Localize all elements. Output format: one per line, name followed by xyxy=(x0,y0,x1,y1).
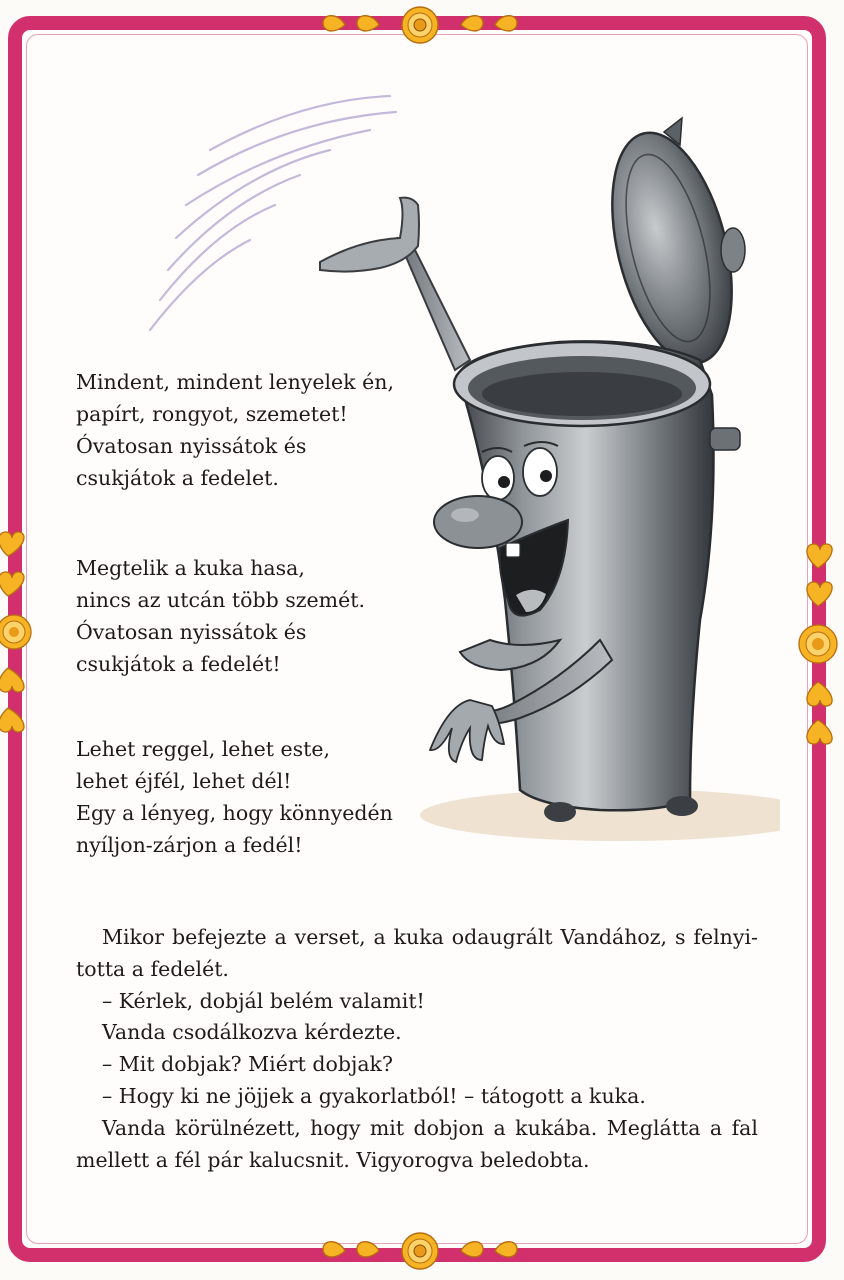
poem-stanza-3 xyxy=(76,733,393,861)
prose-line: Vanda csodálkozva kérdezte. xyxy=(102,1020,402,1045)
poem-line: papírt, rongyot, szemetet! xyxy=(76,402,348,426)
prose-word: odaugrált xyxy=(451,925,553,949)
prose-word: kukába. xyxy=(515,1115,598,1140)
poem-line: Mindent, mindent lenyelek én, xyxy=(76,370,394,394)
right-ornament xyxy=(796,534,842,756)
poem-line: csukjátok a fedelet. xyxy=(76,466,279,490)
prose-word: a xyxy=(493,1115,506,1140)
prose-word: körülnézett, xyxy=(175,1115,301,1140)
prose-line xyxy=(76,1113,758,1145)
bottom-ornament xyxy=(315,1228,525,1274)
prose-word: dobjon xyxy=(413,1115,485,1140)
poem-line: csukjátok a fedelét! xyxy=(76,652,281,676)
poem-line: Egy a lényeg, hogy könnyedén xyxy=(76,801,393,825)
prose-word: s xyxy=(674,925,686,949)
prose-word: Mikor xyxy=(102,925,165,949)
prose-line: totta a fedelét. xyxy=(76,956,229,981)
prose-word: hogy xyxy=(310,1115,361,1140)
motion-lines xyxy=(150,96,396,330)
prose-word: Meglátta xyxy=(606,1115,701,1140)
prose-line: – Mit dobjak? Miért dobjak? xyxy=(102,1052,393,1077)
prose-line xyxy=(76,922,758,954)
prose-word: a xyxy=(274,925,287,949)
prose-word: mit xyxy=(369,1115,405,1140)
poem-line: Óvatosan nyissátok és xyxy=(76,620,307,644)
poem-line: Óvatosan nyissátok és xyxy=(76,434,307,458)
poem-line: lehet éjfél, lehet dél! xyxy=(76,769,292,793)
poem-stanza-2 xyxy=(76,552,365,680)
prose-line: – Kérlek, dobjál belém valamit! xyxy=(102,988,425,1013)
left-ornament xyxy=(0,522,34,744)
prose-word: felnyi- xyxy=(693,925,758,949)
prose-word: fal xyxy=(731,1115,758,1140)
poem-line: nyíljon-zárjon a fedél! xyxy=(76,833,303,857)
poem-line: nincs az utcán több szemét. xyxy=(76,588,366,612)
poem-line: Lehet reggel, lehet este, xyxy=(76,737,331,761)
prose-line: – Hogy ki ne jöjjek a gyakorlatból! – tátogott a kuka. xyxy=(102,1083,646,1108)
story-text xyxy=(76,922,758,1176)
prose-word: verset, xyxy=(294,925,366,949)
prose-line: mellett a fél pár kalucsnit. Vigyorogva beledobta. xyxy=(76,1147,590,1172)
top-ornament xyxy=(315,2,525,48)
prose-word: a xyxy=(709,1115,723,1140)
prose-word: Vandához, xyxy=(560,925,668,949)
prose-word: kuka xyxy=(393,925,444,949)
prose-word: befejezte xyxy=(172,925,267,949)
prose-word: a xyxy=(373,925,386,949)
poem-line: Megtelik a kuka hasa, xyxy=(76,556,305,580)
poem-stanza-1 xyxy=(76,366,394,494)
prose-word: Vanda xyxy=(102,1115,166,1140)
